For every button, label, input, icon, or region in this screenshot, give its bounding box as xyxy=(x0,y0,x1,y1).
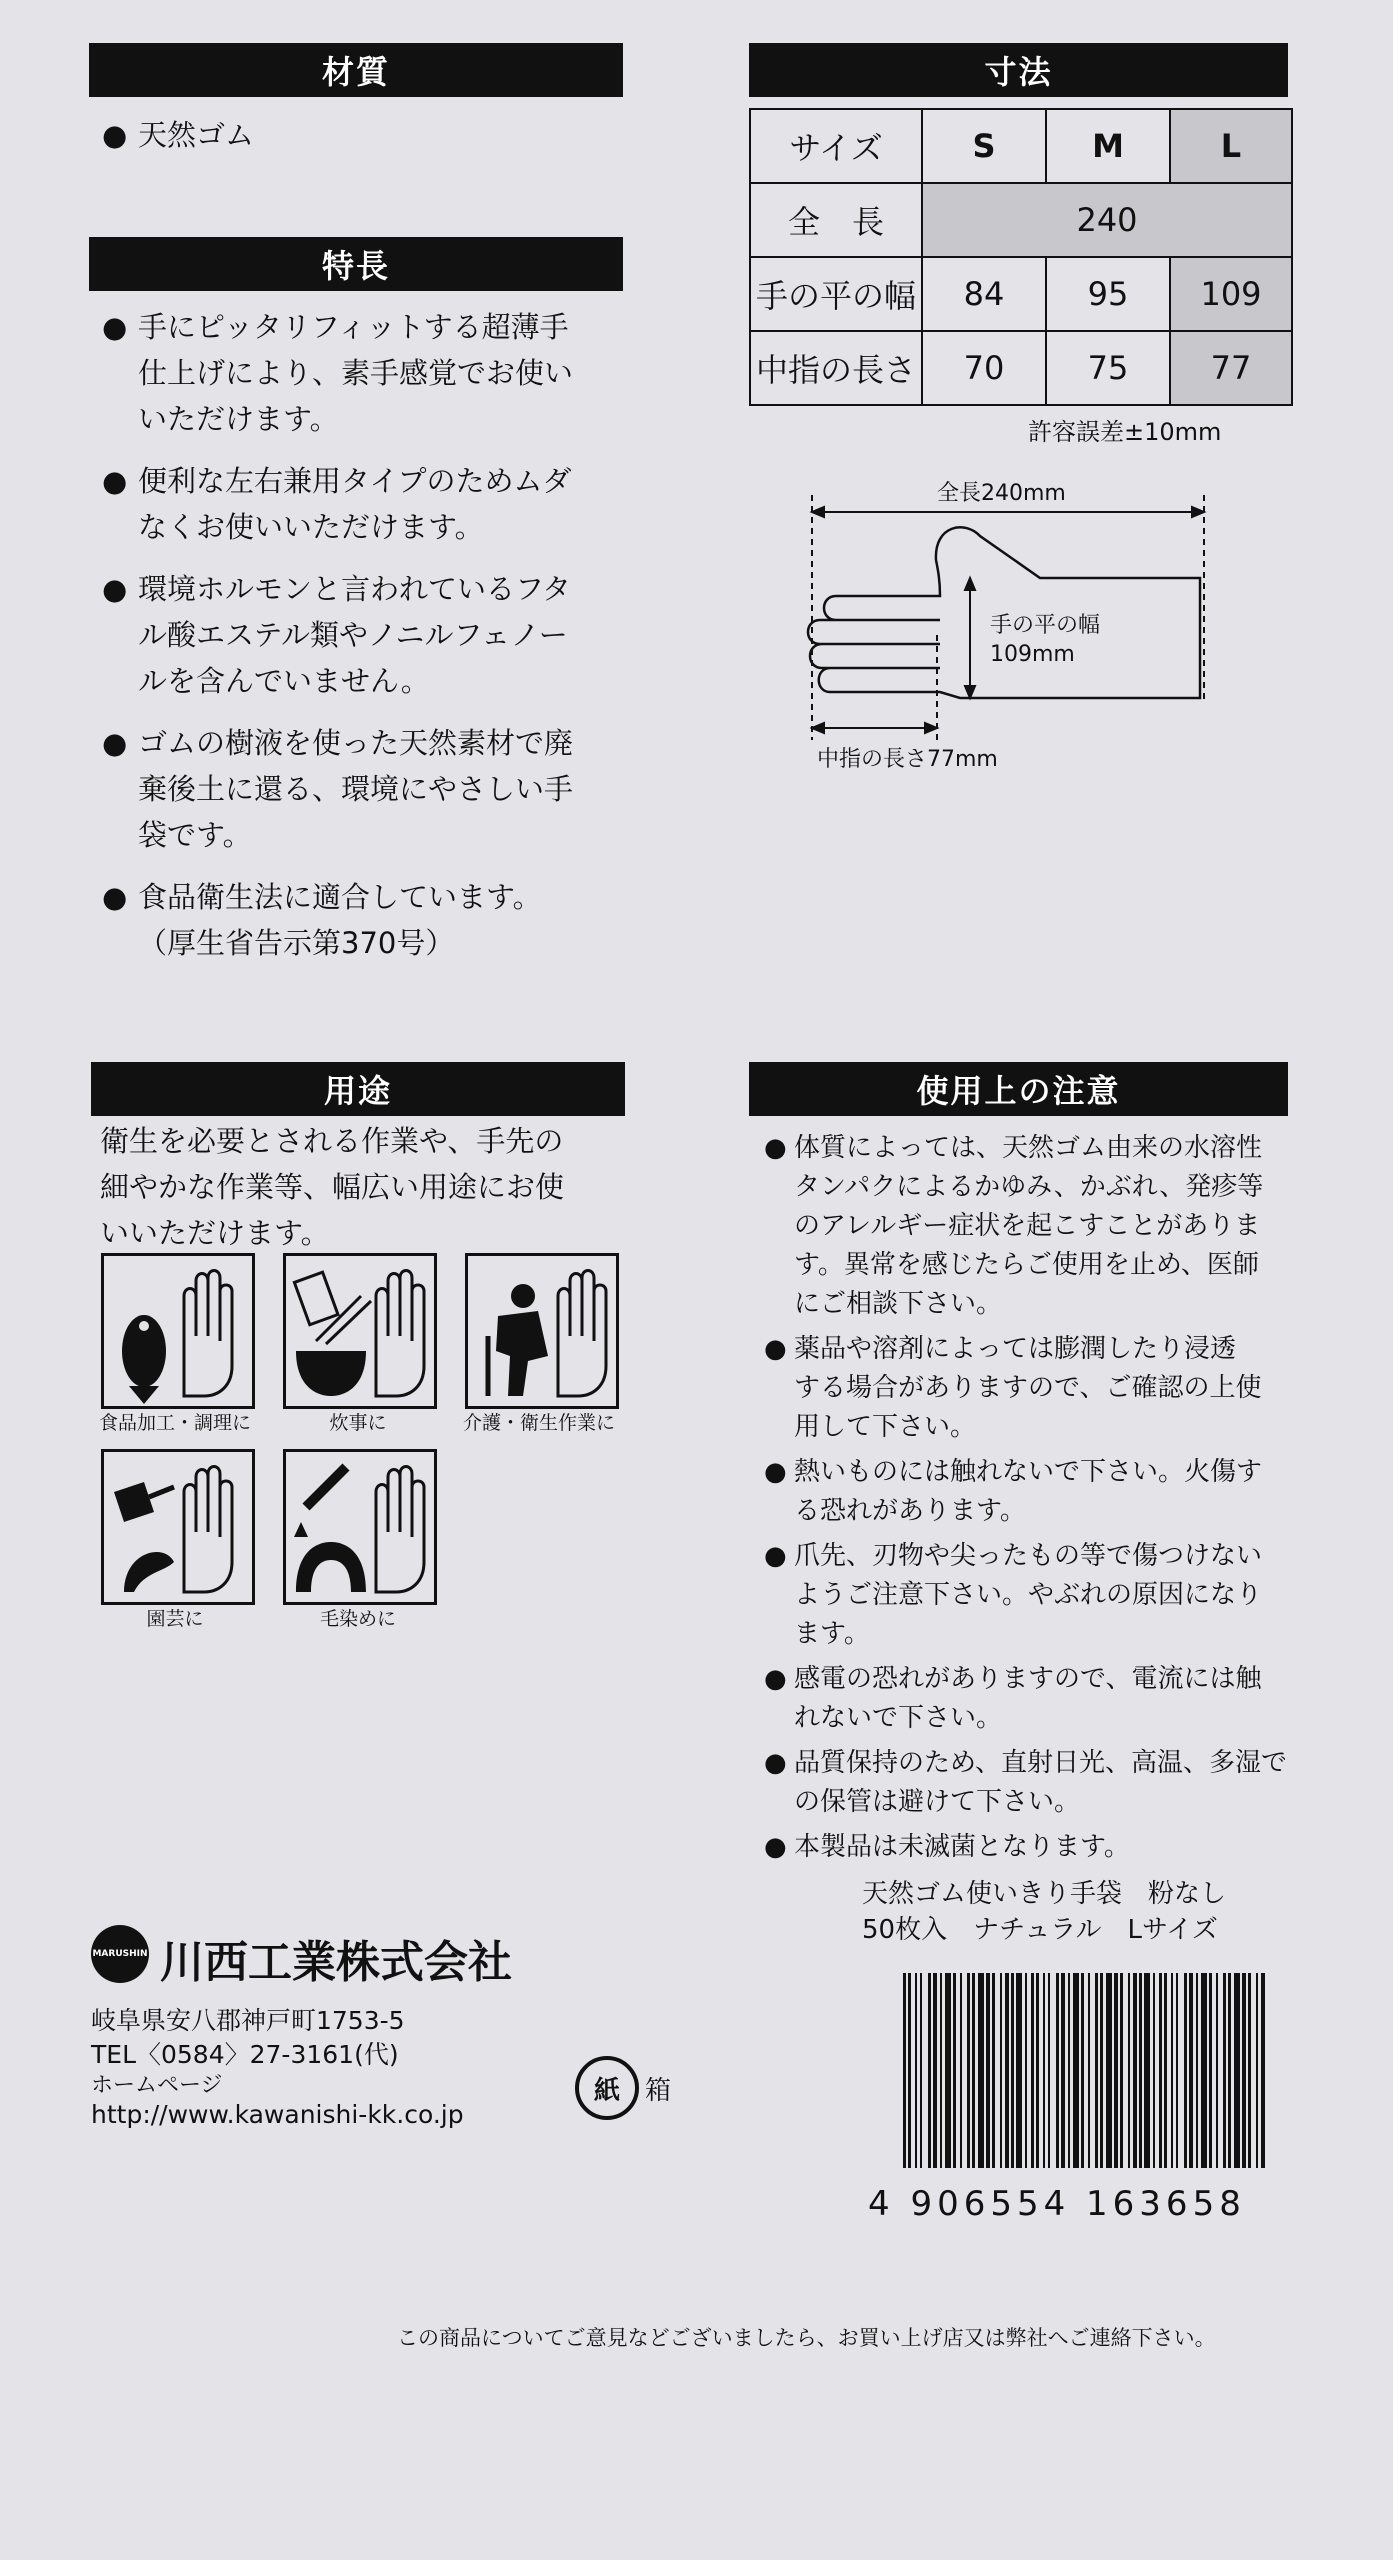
barcode-bar xyxy=(920,1973,922,2168)
caution-line: ● 体質によっては、天然ゴム由来の水溶性 xyxy=(794,1133,1263,1163)
barcode-bar xyxy=(933,1973,937,2168)
barcode-bar xyxy=(1189,1973,1193,2168)
caution-line: ます。 xyxy=(794,1619,870,1649)
finger-s: 70 xyxy=(922,331,1046,405)
material-item: ● 天然ゴム xyxy=(102,112,254,158)
usage-header: 用途 xyxy=(91,1062,625,1116)
caution-item xyxy=(764,1330,1314,1447)
barcode-bar xyxy=(1196,1973,1198,2168)
barcode-bar xyxy=(1176,1973,1178,2168)
caution-line: にご相談下さい。 xyxy=(794,1289,1003,1319)
cooking-icon-label: 炊事に xyxy=(329,1412,387,1434)
barcode-bar xyxy=(1100,1973,1103,2168)
company-url[interactable]: http://www.kawanishi-kk.co.jp xyxy=(91,2100,464,2129)
barcode-bar xyxy=(1095,1973,1098,2168)
barcode-bar xyxy=(1184,1973,1187,2168)
features-header: 特長 xyxy=(89,237,623,291)
cooking-icon xyxy=(283,1253,437,1409)
caution-line: す。異常を感じたらご使用を止め、医師 xyxy=(794,1250,1259,1280)
feature-line: ● ゴムの樹液を使った天然素材で廃 xyxy=(138,726,574,760)
caution-line: ● 感電の恐れがありますので、電流には触 xyxy=(794,1664,1262,1694)
barcode-bar xyxy=(986,1973,990,2168)
caution-line: ● 本製品は未滅菌となります。 xyxy=(794,1832,1130,1862)
feature-line: 仕上げにより、素手感覚でお使い xyxy=(138,356,574,390)
feature-line: なくお使いいただけます。 xyxy=(138,510,484,544)
barcode-bar xyxy=(1256,1973,1258,2168)
barcode-bar xyxy=(1061,1973,1065,2168)
barcode-bar xyxy=(1223,1973,1226,2168)
barcode-bar xyxy=(1228,1973,1231,2168)
feature-line: ● 環境ホルモンと言われているフタ xyxy=(138,572,571,606)
barcode-bar xyxy=(953,1973,956,2168)
recycle-label: 箱 xyxy=(645,2076,672,2106)
caution-item xyxy=(764,1453,1314,1531)
barcode-bar xyxy=(1106,1973,1112,2168)
barcode-bar xyxy=(1209,1973,1212,2168)
barcode-bar xyxy=(1153,1973,1155,2168)
company-tel: TEL〈0584〉27-3161(代) xyxy=(91,2040,399,2069)
finger-length-label: 中指の長さ xyxy=(750,331,922,405)
homepage-label: ホームページ xyxy=(91,2073,223,2098)
caution-line: 用して下さい。 xyxy=(794,1412,977,1442)
barcode-bar xyxy=(945,1973,951,2168)
feature-item xyxy=(102,874,542,966)
barcode-bar xyxy=(1171,1973,1173,2168)
barcode-bar xyxy=(972,1973,975,2168)
barcode-bar xyxy=(992,1973,995,2168)
barcode-bar xyxy=(1242,1973,1246,2168)
caution-line: タンパクによるかゆみ、かぶれ、発疹等 xyxy=(794,1172,1264,1202)
barcode-bar xyxy=(1005,1973,1009,2168)
size-header: 寸法 xyxy=(749,43,1288,97)
barcode-bar xyxy=(1248,1973,1251,2168)
barcode-bar xyxy=(1068,1973,1070,2168)
barcode-bar xyxy=(960,1973,962,2168)
barcode-bar xyxy=(1000,1973,1002,2168)
product-name: 天然ゴム使いきり手袋 粉なし xyxy=(862,1879,1227,1909)
palm-width-label: 手の平の幅 xyxy=(750,257,922,331)
barcode-bar xyxy=(1120,1973,1123,2168)
palm-m: 95 xyxy=(1046,257,1170,331)
barcode-bar xyxy=(978,1973,984,2168)
barcode-number: 4 906554 163658 xyxy=(868,2184,1246,2224)
usage-line: いいただけます。 xyxy=(100,1216,330,1250)
feature-item xyxy=(102,566,571,704)
barcode-bar xyxy=(1114,1973,1118,2168)
caution-line: れないで下さい。 xyxy=(794,1703,1003,1733)
barcode-bar xyxy=(915,1973,917,2168)
material-header: 材質 xyxy=(89,43,623,97)
gardening-icon-label: 園芸に xyxy=(146,1608,204,1630)
company-address: 岐阜県安八郡神戸町1753-5 xyxy=(91,2006,405,2035)
hair-dye-icon-label: 毛染めに xyxy=(319,1608,396,1630)
diagram-finger-label: 中指の長さ77mm xyxy=(817,747,998,772)
usage-text xyxy=(100,1118,564,1256)
palm-l: 109 xyxy=(1170,257,1292,331)
caution-item xyxy=(764,1537,1314,1654)
feature-item xyxy=(102,458,572,550)
footer-note: この商品についてご意見などございましたら、お買い上げ店又は弊社へご連絡下さい。 xyxy=(397,2326,1216,2350)
size-s: S xyxy=(922,109,1046,183)
caution-line: の保管は避けて下さい。 xyxy=(794,1787,1081,1817)
feature-line: いただけます。 xyxy=(138,402,339,436)
caution-line: る恐れがあります。 xyxy=(794,1496,1026,1526)
barcode-bar xyxy=(1081,1973,1084,2168)
caution-line: ● 爪先、刃物や尖ったもの等で傷つけない xyxy=(794,1541,1263,1571)
usage-line: 衛生を必要とされる作業や、手先の xyxy=(100,1124,564,1158)
size-table xyxy=(749,108,1293,406)
size-m: M xyxy=(1046,109,1170,183)
barcode-bar xyxy=(1201,1973,1207,2168)
barcode-bar xyxy=(1016,1973,1022,2168)
paper-recycle-icon: 紙 xyxy=(575,2056,639,2120)
food-icon-label: 食品加工・調理に xyxy=(98,1412,251,1434)
caution-item xyxy=(764,1660,1314,1738)
company-logo: MARUSHIN xyxy=(91,1925,149,1983)
barcode-bar xyxy=(1036,1973,1039,2168)
barcode-bar xyxy=(1133,1973,1137,2168)
feature-line: ル酸エステル類やノニルフェノー xyxy=(138,618,568,652)
caution-header: 使用上の注意 xyxy=(749,1062,1288,1116)
palm-s: 84 xyxy=(922,257,1046,331)
total-length-label: 全 長 xyxy=(750,183,922,257)
barcode-bar xyxy=(1011,1973,1014,2168)
barcode xyxy=(903,1973,1265,2168)
barcode-bar xyxy=(1088,1973,1090,2168)
diagram-total-label: 全長240mm xyxy=(937,481,1066,506)
caution-item xyxy=(764,1828,1314,1867)
feature-line: 棄後土に還る、環境にやさしい手 xyxy=(138,772,574,806)
barcode-bar xyxy=(1261,1973,1265,2168)
barcode-bar xyxy=(1031,1973,1034,2168)
barcode-bar xyxy=(1164,1973,1167,2168)
food-icon xyxy=(101,1253,255,1409)
tolerance-note: 許容誤差±10mm xyxy=(1028,418,1222,446)
gardening-icon xyxy=(101,1449,255,1605)
barcode-bar xyxy=(1043,1973,1045,2168)
barcode-bar xyxy=(1144,1973,1150,2168)
caution-item xyxy=(764,1129,1314,1324)
finger-m: 75 xyxy=(1046,331,1170,405)
barcode-bar xyxy=(940,1973,942,2168)
care-icon-label: 介護・衛生作業に xyxy=(462,1412,615,1434)
feature-line: （厚生省告示第370号） xyxy=(138,926,455,960)
feature-line: ● 手にピッタリフィットする超薄手 xyxy=(138,310,569,344)
hair-dye-icon xyxy=(283,1449,437,1605)
caution-line: ● 薬品や溶剤によっては膨潤したり浸透 xyxy=(794,1334,1237,1364)
total-length-value: 240 xyxy=(922,183,1292,257)
size-col-label: サイズ xyxy=(750,109,922,183)
barcode-bar xyxy=(903,1973,906,2168)
caution-item xyxy=(764,1744,1314,1822)
company-name: 川西工業株式会社 xyxy=(160,1937,512,1988)
barcode-bar xyxy=(928,1973,931,2168)
finger-l: 77 xyxy=(1170,331,1292,405)
caution-line: ● 品質保持のため、直射日光、高温、多湿で xyxy=(794,1748,1287,1778)
barcode-bar xyxy=(908,1973,911,2168)
feature-item xyxy=(102,304,573,442)
barcode-bar xyxy=(1048,1973,1050,2168)
caution-line: ようご注意下さい。やぶれの原因になり xyxy=(794,1580,1263,1610)
size-l: L xyxy=(1170,109,1292,183)
barcode-bar xyxy=(1159,1973,1162,2168)
caution-line: ● 熱いものには触れないで下さい。火傷す xyxy=(794,1457,1263,1487)
caution-line: のアレルギー症状を起こすことがありま xyxy=(794,1211,1261,1241)
feature-line: 袋です。 xyxy=(138,818,252,852)
feature-line: ルを含んでいません。 xyxy=(138,664,430,698)
feature-item xyxy=(102,720,573,858)
barcode-bar xyxy=(1025,1973,1027,2168)
barcode-bar xyxy=(1234,1973,1240,2168)
usage-line: 細やかな作業等、幅広い用途にお使 xyxy=(100,1170,565,1204)
barcode-bar xyxy=(1216,1973,1218,2168)
barcode-bar xyxy=(1128,1973,1130,2168)
barcode-bar xyxy=(967,1973,970,2168)
feature-line: ● 便利な左右兼用タイプのためムダ xyxy=(138,464,572,498)
barcode-bar xyxy=(1139,1973,1142,2168)
barcode-bar xyxy=(1073,1973,1079,2168)
product-spec: 50枚入 ナチュラル Lサイズ xyxy=(862,1915,1218,1945)
feature-line: ● 食品衛生法に適合しています。 xyxy=(138,880,542,914)
barcode-bar xyxy=(1056,1973,1059,2168)
diagram-palm-label-2: 109mm xyxy=(990,642,1075,667)
caution-line: する場合がありますので、ご確認の上使 xyxy=(794,1373,1262,1403)
care-icon xyxy=(465,1253,619,1409)
diagram-palm-label-1: 手の平の幅 xyxy=(990,613,1101,638)
